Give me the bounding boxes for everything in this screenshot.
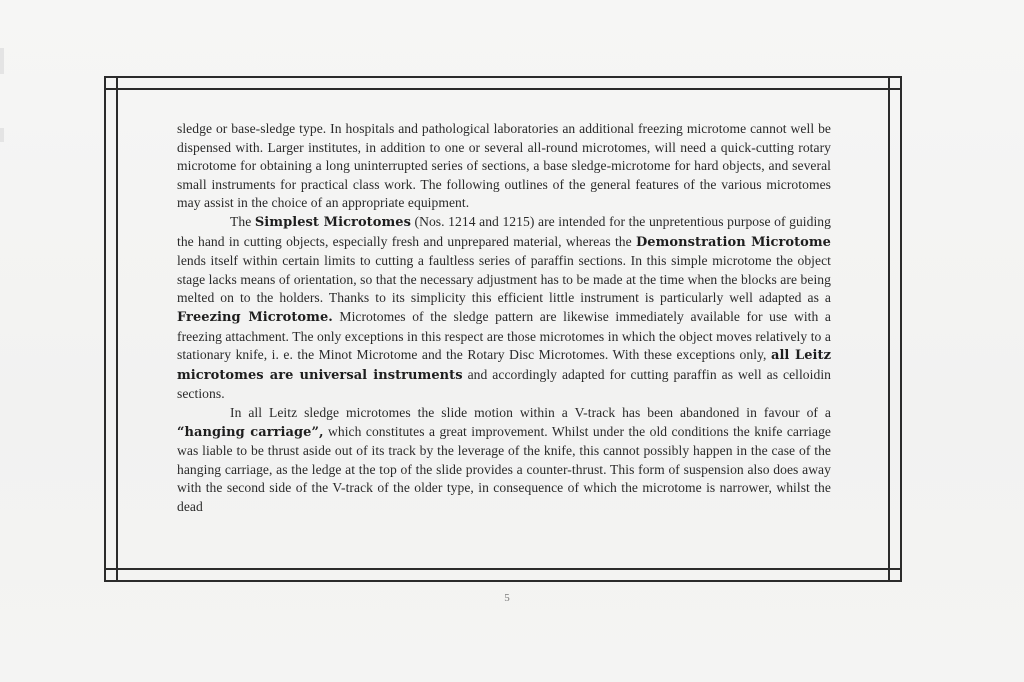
- paragraph: [177, 120, 831, 213]
- frame-rule-bottom-inner: [104, 568, 902, 570]
- bold-term: Simplest Microtomes: [254, 214, 411, 230]
- paragraph: [177, 404, 831, 517]
- scan-edge-mark: [0, 128, 4, 142]
- text-run: and accordingly adapted for cutting paraffin as well as celloidin sections.: [177, 366, 831, 402]
- paragraph: [177, 213, 831, 404]
- body-text: [177, 120, 831, 516]
- scan-edge-mark: [0, 48, 4, 74]
- text-run: Microtomes of the sledge pattern are likewise immediately available for use with a freezing attachment. The only exceptions in this respect are those microtomes in which the object moves relatively to a stationary knife, i. e. the Minot Microtome and the Rotary Disc Microtomes. With these exceptions only,: [177, 308, 831, 363]
- frame-rule-top-inner: [104, 88, 902, 90]
- text-run: sledge or base-sledge type. In hospitals and pathological laboratories an additional freezing microtome cannot well be dispensed with. Larger institutes, in addition to one or several all-round microtomes, will need a quick-cutting rotary microtome for obtaining a long uninterrupted series of sections, a base sledge-microtome for hard objects, and several small instruments for practical class work. The following outlines of the general features of the various microtomes may assist in the choice of an appropriate equipment.: [177, 121, 831, 211]
- text-run: In all Leitz sledge microtomes the slide motion within a V-track has been abandoned in favour of a: [230, 404, 831, 420]
- bold-term: “hanging carriage”,: [177, 424, 324, 440]
- bold-term: Demonstration Microtome: [635, 234, 831, 250]
- text-run: lends itself within certain limits to cutting a faultless series of paraffin sections. In this simple microtome the object stage lacks means of orientation, so that the necessary adjustment has to be made at the time when the blocks are being melted on to the holders. Thanks to its simplicity this efficient little instrument is particularly well adapted as a: [177, 253, 831, 306]
- text-run: (Nos. 1214 and 1215) are intended for the unpretentious purpose of guiding the hand in cutting objects, especially fresh and unprepared material, whereas the: [177, 213, 832, 249]
- frame-rule-left-inner: [116, 76, 118, 582]
- bold-term: all Leitz microtomes are universal instruments: [177, 348, 831, 383]
- frame-rule-right-inner: [888, 76, 890, 582]
- page-number: 5: [504, 592, 510, 604]
- text-run: which constitutes a great improvement. Whilst under the old conditions the knife carriage was liable to be thrust aside out of its track by the leverage of the knife, this cannot possibly happen in the case of the hanging carriage, as the ledge at the top of the slide provides a counter-thrust. This form of suspension also does away with the second side of the V-track of the older type, in consequence of which the microtome is narrower, whilst the dead: [177, 423, 831, 514]
- bold-term: Freezing Microtome.: [177, 309, 333, 325]
- text-run: The: [230, 213, 255, 229]
